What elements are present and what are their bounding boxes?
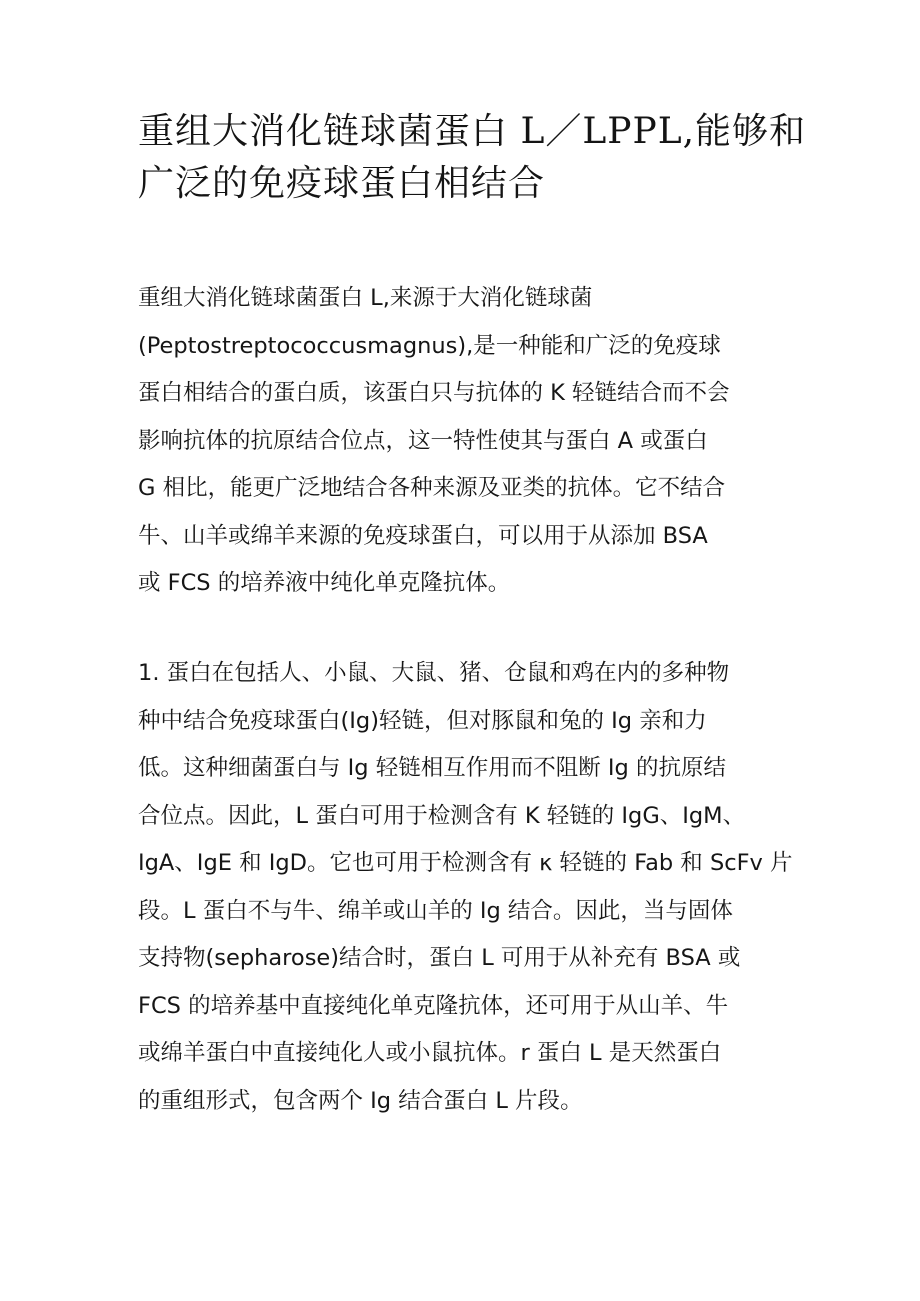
intro-line: 影响抗体的抗原结合位点，这一特性使其与蛋白 A 或蛋白 — [138, 427, 708, 454]
point-1-line: 支持物(sepharose)结合时，蛋白 L 可用于从补充有 BSA 或 — [138, 945, 741, 971]
intro-line: 牛、山羊或绵羊来源的免疫球蛋白，可以用于从添加 BSA — [138, 522, 708, 549]
point-1-line: 种中结合免疫球蛋白(Ig)轻链，但对豚鼠和兔的 Ig 亲和力 — [138, 707, 707, 734]
title-line-2: 广泛的免疫球蛋白相结合 — [138, 163, 546, 204]
intro-line: 或 FCS 的培养液中纯化单克隆抗体。 — [138, 570, 511, 596]
document-title — [138, 106, 807, 210]
intro-line: 蛋白相结合的蛋白质，该蛋白只与抗体的 K 轻链结合而不会 — [138, 380, 730, 406]
point-1-line: FCS 的培养基中直接纯化单克隆抗体，还可用于从山羊、牛 — [138, 992, 729, 1019]
point-1-paragraph — [138, 650, 793, 1125]
point-1-line: 的重组形式，包含两个 Ig 结合蛋白 L 片段。 — [138, 1087, 583, 1114]
point-1-line: 低。这种细菌蛋白与 Ig 轻链相互作用而不阻断 Ig 的抗原结 — [138, 755, 726, 781]
point-1-line: 合位点。因此，L 蛋白可用于检测含有 K 轻链的 IgG、IgM、 — [138, 802, 746, 829]
point-1-line: 段。L 蛋白不与牛、绵羊或山羊的 Ig 结合。因此，当与固体 — [138, 897, 733, 924]
intro-line: (Peptostreptococcusmagnus),是一种能和广泛的免疫球 — [138, 332, 721, 359]
point-1-line: 或绵羊蛋白中直接纯化人或小鼠抗体。r 蛋白 L 是天然蛋白 — [138, 1040, 722, 1066]
intro-line: 重组大消化链球菌蛋白 L,来源于大消化链球菌 — [138, 285, 593, 311]
point-1-line: IgA、IgE 和 IgD。它也可用于检测含有 κ 轻链的 Fab 和 ScFv 片 — [138, 850, 793, 876]
intro-line: G 相比，能更广泛地结合各种来源及亚类的抗体。它不结合 — [138, 475, 726, 501]
point-1-line: 1. 蛋白在包括人、小鼠、大鼠、猪、仓鼠和鸡在内的多种物 — [138, 660, 730, 686]
title-line-1: 重组大消化链球菌蛋白 L／LPPL,能够和 — [138, 111, 807, 152]
intro-paragraph — [138, 275, 788, 608]
